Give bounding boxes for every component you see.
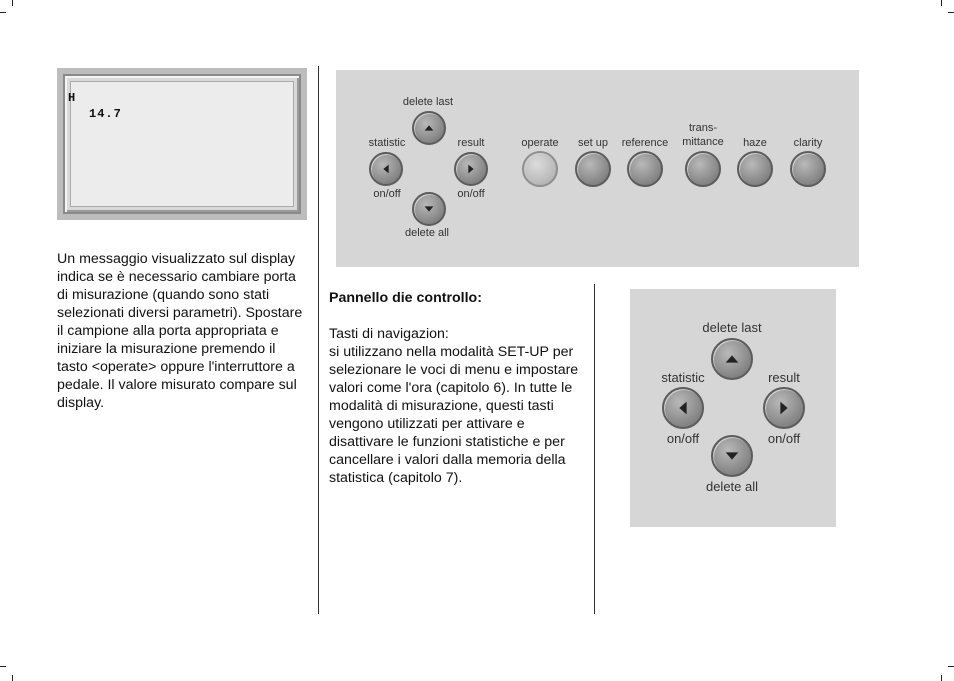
left-paragraph bbox=[57, 250, 307, 412]
statistic-button[interactable] bbox=[369, 152, 403, 186]
delete-all-button[interactable] bbox=[711, 435, 753, 477]
arrow-down-icon bbox=[713, 437, 751, 475]
crop-mark bbox=[948, 12, 954, 13]
transmittance-button[interactable] bbox=[685, 151, 721, 187]
delete-all-button[interactable] bbox=[412, 192, 446, 226]
label-operate: operate bbox=[521, 137, 559, 149]
reference-button[interactable] bbox=[627, 151, 663, 187]
label-on-off-left: on/off bbox=[373, 188, 401, 200]
spacer bbox=[329, 307, 584, 325]
statistic-button[interactable] bbox=[662, 387, 704, 429]
arrow-left-icon bbox=[371, 154, 401, 184]
arrow-up-icon bbox=[713, 340, 751, 378]
operate-button[interactable] bbox=[522, 151, 558, 187]
navigation-subheading: Tasti di navigazion: bbox=[329, 326, 449, 342]
navigation-body: si utilizzano nella modalità SET-UP per selezionare le voci di menu e impostare valori come l'ora (capitolo 6). In tutte le modalità di misurazione, questi tasti vengono utilizzati per attivare e disattivare le funzioni statistiche e per cancellare i valori dalla memoria della statistica (capitolo 7). bbox=[329, 344, 579, 486]
label-delete-all: delete all bbox=[705, 479, 759, 494]
crop-mark bbox=[12, 0, 13, 6]
crop-mark bbox=[948, 666, 954, 667]
label-transmittance-2: mittance bbox=[682, 136, 724, 148]
haze-button[interactable] bbox=[737, 151, 773, 187]
label-set-up: set up bbox=[578, 137, 608, 149]
display-line-1: H bbox=[68, 91, 76, 105]
arrow-right-icon bbox=[765, 389, 803, 427]
label-result: result bbox=[457, 137, 485, 149]
delete-last-button[interactable] bbox=[711, 338, 753, 380]
label-haze: haze bbox=[743, 137, 767, 149]
display-frame bbox=[63, 74, 301, 214]
label-clarity: clarity bbox=[793, 137, 823, 149]
label-on-off-left: on/off bbox=[666, 431, 700, 446]
crop-mark bbox=[0, 666, 6, 667]
middle-text bbox=[329, 289, 584, 487]
label-delete-all: delete all bbox=[404, 227, 450, 239]
section-heading: Pannello die controllo: bbox=[329, 290, 482, 306]
display-illustration bbox=[57, 68, 307, 220]
delete-last-button[interactable] bbox=[412, 111, 446, 145]
label-reference: reference bbox=[621, 137, 669, 149]
left-paragraph-text: Un messaggio visualizzato sul display indica se è necessario cambiare porta di misurazione (quando sono stati selezionati diversi parametri). Spostare il campione alla porta appropriata e iniziare la misurazione premendo il tasto <operate> oppure l'interruttore a pedale. Il valore misurato compare sul display. bbox=[57, 251, 303, 411]
crop-mark bbox=[941, 0, 942, 6]
arrow-left-icon bbox=[664, 389, 702, 427]
control-panel-illustration bbox=[336, 70, 859, 267]
arrow-up-icon bbox=[414, 113, 444, 143]
result-button[interactable] bbox=[454, 152, 488, 186]
label-delete-last: delete last bbox=[402, 96, 454, 108]
navigation-keys-illustration bbox=[630, 289, 836, 527]
result-button[interactable] bbox=[763, 387, 805, 429]
label-on-off-right: on/off bbox=[767, 431, 801, 446]
label-statistic: statistic bbox=[661, 370, 705, 385]
crop-mark bbox=[0, 12, 6, 13]
crop-mark bbox=[12, 675, 13, 681]
label-transmittance-1: trans- bbox=[688, 122, 718, 134]
arrow-down-icon bbox=[414, 194, 444, 224]
set-up-button[interactable] bbox=[575, 151, 611, 187]
arrow-right-icon bbox=[456, 154, 486, 184]
column-divider bbox=[318, 66, 319, 614]
label-on-off-right: on/off bbox=[457, 188, 485, 200]
crop-mark bbox=[941, 675, 942, 681]
label-result: result bbox=[768, 370, 800, 385]
label-statistic: statistic bbox=[368, 137, 406, 149]
column-divider bbox=[594, 284, 595, 614]
clarity-button[interactable] bbox=[790, 151, 826, 187]
label-delete-last: delete last bbox=[702, 320, 762, 335]
display-screen bbox=[70, 81, 294, 207]
display-line-2: 14.7 bbox=[89, 107, 122, 121]
